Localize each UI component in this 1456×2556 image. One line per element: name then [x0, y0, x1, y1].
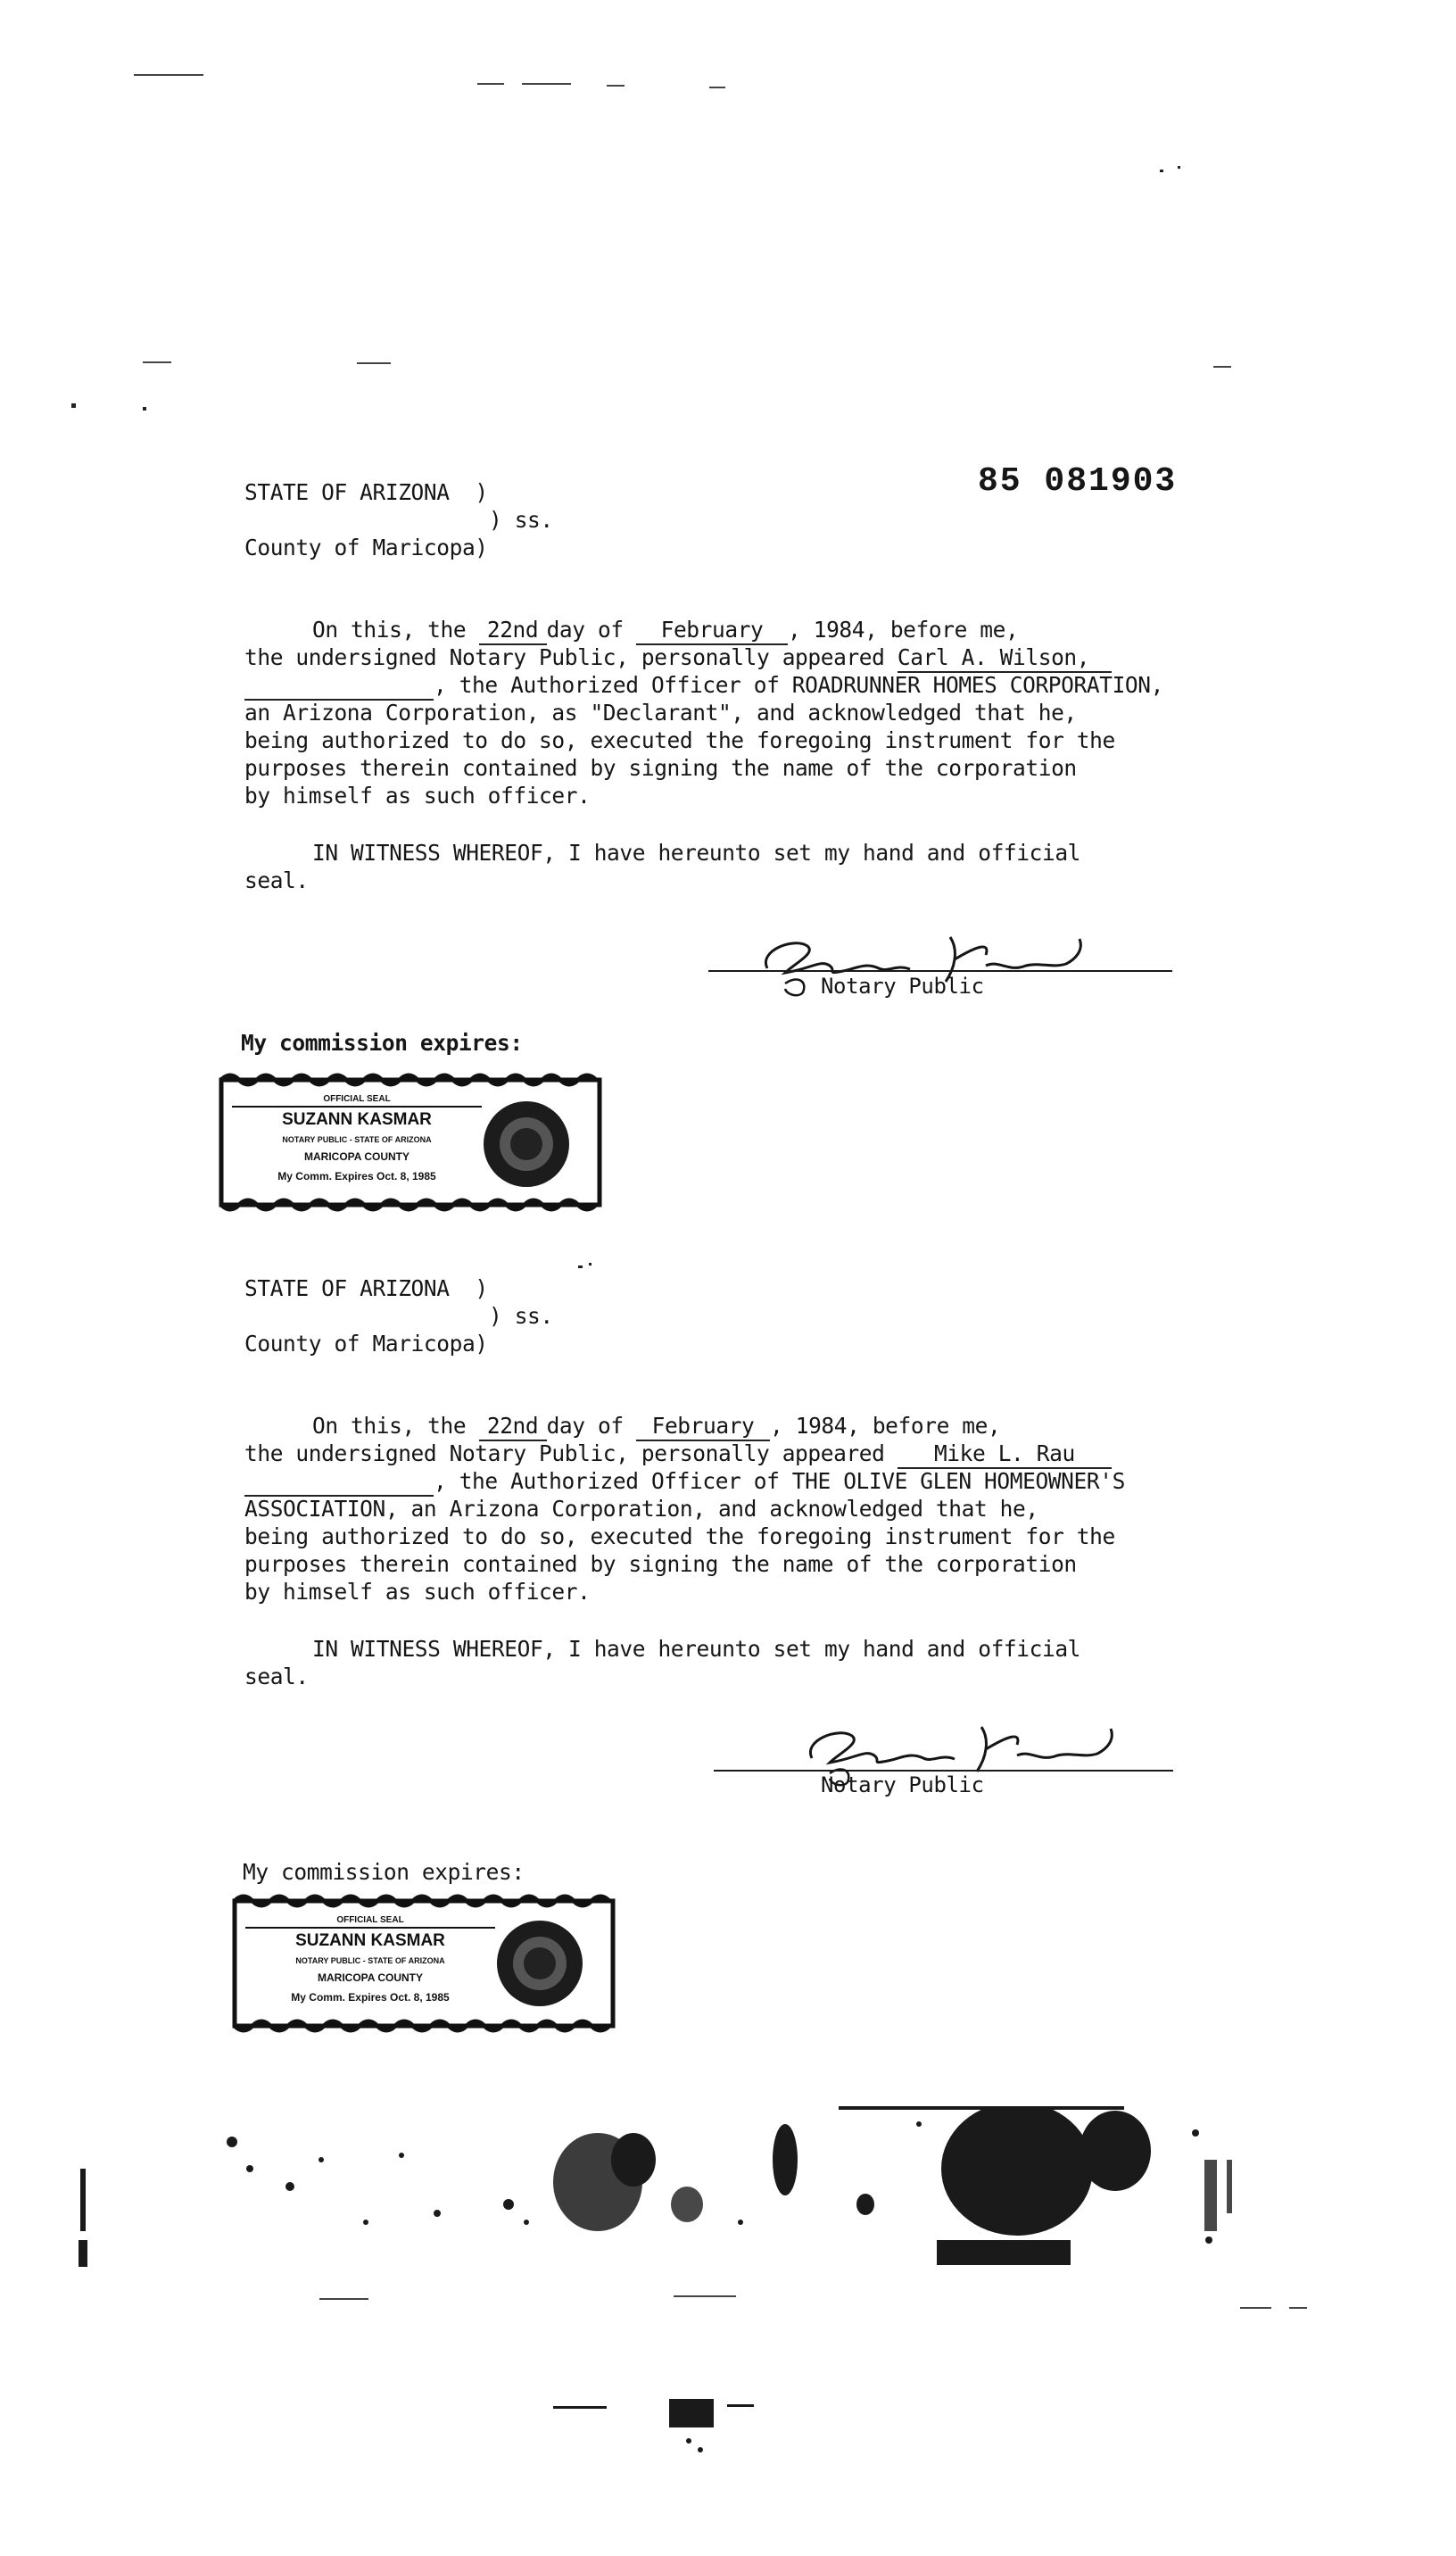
venue-county: County of Maricopa) — [244, 535, 488, 560]
scan-noise-bottom — [553, 2392, 821, 2463]
seal-line-2: MARICOPA COUNTY — [318, 1971, 423, 1984]
scan-artifact — [1240, 2307, 1271, 2309]
seal-line-1: NOTARY PUBLIC - STATE OF ARIZONA — [295, 1956, 445, 1965]
scan-artifact — [1289, 2307, 1307, 2309]
scan-speck — [1160, 170, 1163, 172]
day-field: 22nd — [479, 616, 547, 645]
person-field-continued — [244, 1467, 434, 1497]
witness-line-1: IN WITNESS WHEREOF, I have hereunto set my hand and official — [312, 840, 1081, 866]
venue-county: County of Maricopa) — [244, 1331, 488, 1357]
notary-public-label: Notary Public — [821, 974, 984, 999]
notary-public-label: Notary Public — [821, 1772, 984, 1797]
scan-artifact — [134, 74, 203, 76]
scan-artifact — [477, 83, 504, 85]
witness-line-1: IN WITNESS WHEREOF, I have hereunto set my hand and official — [312, 1636, 1081, 1662]
acknowledgment-line-5: being authorized to do so, executed the foregoing instrument for the — [244, 727, 1115, 753]
scan-artifact — [709, 87, 725, 88]
seal-line-3: My Comm. Expires Oct. 8, 1985 — [277, 1170, 436, 1183]
person-field: Carl A. Wilson, — [898, 643, 1112, 673]
scan-artifact — [674, 2295, 736, 2297]
scan-artifact — [1213, 366, 1231, 368]
notary-seal-stamp — [228, 1892, 620, 2035]
witness-line-2: seal. — [244, 867, 309, 893]
acknowledgment-line-2: the undersigned Notary Public, personally appeared Carl A. Wilson, — [244, 643, 1112, 673]
commission-expires: My commission expires: — [243, 1859, 525, 1885]
scan-speck — [71, 403, 76, 408]
venue-ss: ) ss. — [489, 1303, 553, 1329]
acknowledgment-line-1: On this, the 22nd day of February , 1984, before me, — [312, 616, 1018, 645]
notary-seal-stamp — [214, 1071, 607, 1214]
acknowledgment-line-2: the undersigned Notary Public, personally appeared Mike L. Rau — [244, 1440, 1112, 1469]
seal-name: SUZANN KASMAR — [282, 1110, 432, 1129]
venue-ss: ) ss. — [489, 507, 553, 533]
month-field: February — [636, 616, 788, 645]
acknowledgment-line-4: an Arizona Corporation, as "Declarant", and acknowledged that he, — [244, 700, 1077, 726]
acknowledgment-line-3: , the Authorized Officer of THE OLIVE GLEN HOMEOWNER'S — [244, 1467, 1125, 1497]
venue-state: STATE OF ARIZONA ) — [244, 1275, 488, 1301]
scan-speck — [1178, 166, 1180, 169]
scan-artifact — [607, 85, 625, 87]
seal-line-1: NOTARY PUBLIC - STATE OF ARIZONA — [282, 1135, 432, 1144]
month-field: February — [636, 1412, 770, 1441]
acknowledgment-line-7: by himself as such officer. — [244, 1579, 591, 1605]
scan-artifact — [143, 361, 171, 363]
acknowledgment-line-1: On this, the 22nd day of February , 1984, before me, — [312, 1412, 1000, 1441]
scan-speck — [143, 407, 146, 411]
signature-line — [708, 970, 1172, 972]
acknowledgment-line-6: purposes therein contained by signing the name of the corporation — [244, 1551, 1077, 1577]
scan-artifact — [319, 2298, 368, 2300]
seal-line-3: My Comm. Expires Oct. 8, 1985 — [291, 1991, 450, 2004]
day-field: 22nd — [479, 1412, 547, 1441]
acknowledgment-line-4: ASSOCIATION, an Arizona Corporation, and acknowledged that he, — [244, 1496, 1038, 1522]
witness-line-2: seal. — [244, 1664, 309, 1689]
scan-speck — [589, 1263, 592, 1266]
venue-state: STATE OF ARIZONA ) — [244, 479, 488, 505]
seal-line-2: MARICOPA COUNTY — [304, 1150, 410, 1163]
scan-artifact — [357, 362, 391, 364]
acknowledgment-line-5: being authorized to do so, executed the foregoing instrument for the — [244, 1523, 1115, 1549]
document-number: 85 081903 — [978, 462, 1178, 501]
person-field: Mike L. Rau — [898, 1440, 1112, 1469]
acknowledgment-line-6: purposes therein contained by signing the name of the corporation — [244, 755, 1077, 781]
seal-header: OFFICIAL SEAL — [323, 1094, 391, 1104]
acknowledgment-line-7: by himself as such officer. — [244, 783, 591, 809]
commission-expires: My commission expires: — [241, 1030, 523, 1056]
scan-artifact — [522, 83, 571, 85]
scan-speck — [578, 1266, 583, 1268]
seal-header: OFFICIAL SEAL — [336, 1915, 404, 1925]
seal-name: SUZANN KASMAR — [295, 1931, 445, 1950]
scan-noise-band — [62, 2106, 1401, 2267]
person-field-continued — [244, 671, 434, 701]
acknowledgment-line-3: , the Authorized Officer of ROADRUNNER HOMES CORPORATION, — [244, 671, 1163, 701]
